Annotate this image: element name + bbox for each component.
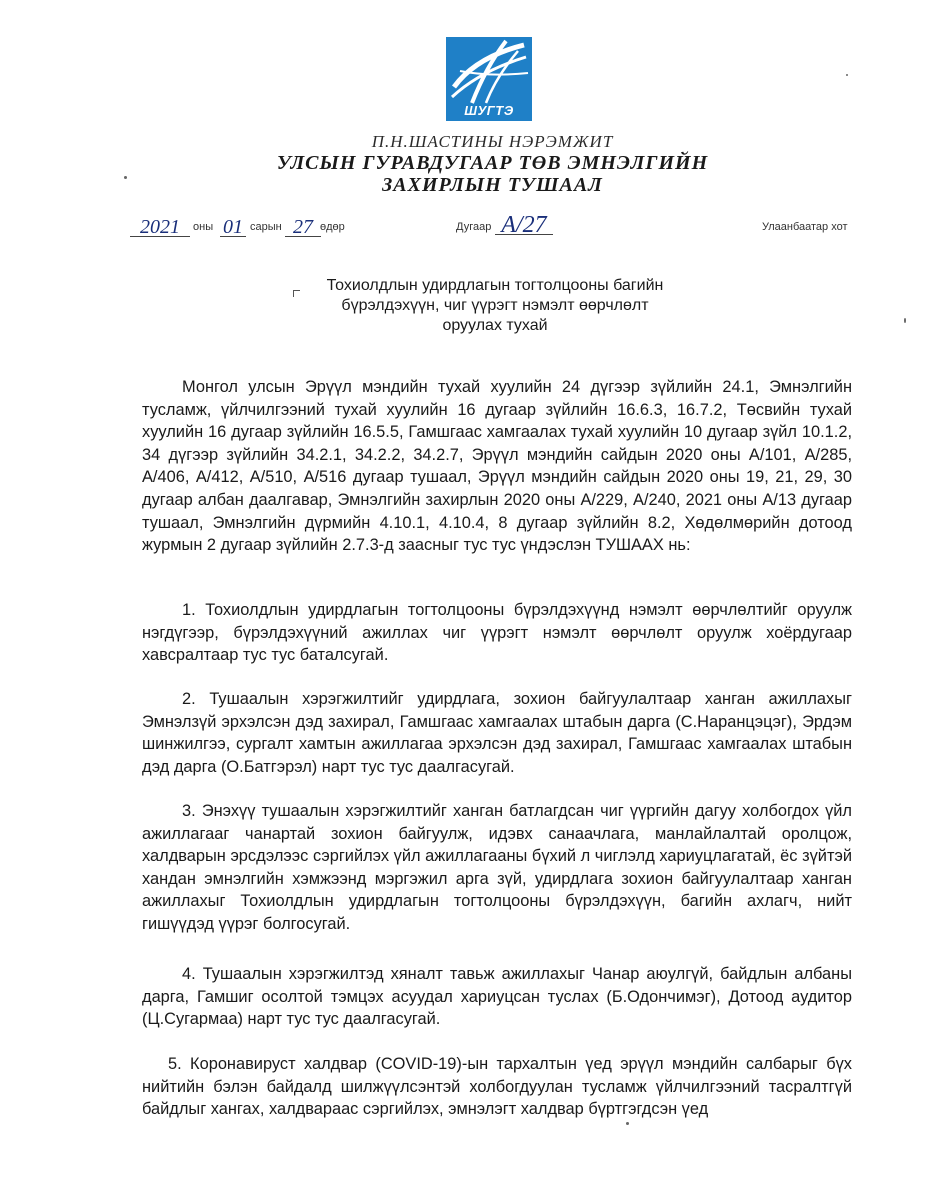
number-label: Дугаар bbox=[456, 221, 492, 233]
order-item-1: 1. Тохиолдлын удирдлагын тогтолцооны бүрэлдэхүүнд нэмэлт өөрчлөлтийг оруулж нэгдүгээр, бүрэлдэхүүний ажиллах чиг үүрэгт нэмэлт өөрчлөлт оруулж хоёрдугаар хавсралтаар тус тус баталсугай. bbox=[142, 601, 852, 665]
date-year: 2021 bbox=[130, 218, 190, 237]
city-label: Улаанбаатар хот bbox=[762, 221, 848, 233]
day-label: өдөр bbox=[320, 221, 345, 233]
scan-speck bbox=[904, 318, 906, 323]
order-number: А/27 bbox=[495, 216, 553, 235]
subject-line-2: бүрэлдэхүүн, чиг үүрэгт нэмэлт өөрчлөлт bbox=[341, 297, 649, 314]
date-month: 01 bbox=[220, 218, 246, 237]
header-line-2: УЛСЫН ГУРАВДУГААР ТӨВ ЭМНЭЛГИЙН bbox=[276, 152, 709, 174]
year-label: оны bbox=[193, 221, 214, 233]
order-item-5: 5. Коронавируст халдвар (COVID-19)-ын тархалтын үед эрүүл мэндийн салбарыг бүх нийтийн бэлэн байдалд шилжүүлсэнтэй холбогдуулан тусламж үйлчилгээний тасралтгүй байдлыг хангах, халдвараас сэргийлэх, эмнэлэгт халдвар бүртгэгдсэн үед bbox=[142, 1055, 852, 1119]
order-subject bbox=[300, 276, 690, 336]
preamble-paragraph: Монгол улсын Эрүүл мэндийн тухай хуулийн 24 дүгээр зүйлийн 24.1, Эмнэлгийн тусламж, үйлчилгээний тухай хуулийн 16 дугаар зүйлийн 16.6.3, 16.7.2, Төсвийн тухай хуулийн 16 дугаар зүйлийн 16.5.5, Гамшгаас хамгаалах тухай хуулийн 10 дугаар зүйл 10.1.2, 34 дүгээр зүйлийн 34.2.1, 34.2.2, 34.2.7, Эрүүл мэндийн сайдын 2020 оны А/101, А/285, А/406, А/412, А/510, А/516 дугаар тушаал, Эрүүл мэндийн сайдын 2020 оны 19, 21, 29, 30 дугаар албан даалгавар, Эмнэлгийн захирлын 2020 оны А/229, А/240, 2021 оны А/13 дугаар тушаал, Эмнэлгийн дүрмийн 4.10.1, 4.10.4, 8 дугаар зүйлийн 8.2, Хөдөлмөрийн дотоод журмын 2 дугаар зүйлийн 2.7.3-д заасныг тус тус үндэслэн ТУШААХ нь: bbox=[142, 378, 852, 555]
order-item-3: 3. Энэхүү тушаалын хэрэгжилтийг ханган батлагдсан чиг үүргийн дагуу холбогдох үйл ажиллагааг чанартай зохион байгуулж, идэвх санаачлага, манлайлалтай оролцож, халдварын эрсдэлээс сэргийлэх үйл ажиллагааны бүхий л чиглэлд хариуцлагатай, ёс зүйтэй хандан эмнэлгийн хэмжээнд мэргэжил арга зүй, удирдлага зохион байгуулалтаар ханган ажиллахыг Тохиолдлын удирдлагын тогтолцооны бүрэлдэхүүн, багийн ахлагч, нийт гишүүдэд үүрэг болгосугай. bbox=[142, 802, 852, 933]
scan-speck bbox=[626, 1122, 629, 1125]
header-line-1: П.Н.ШАСТИНЫ НЭРЭМЖИТ bbox=[371, 132, 614, 151]
order-item-4: 4. Тушаалын хэрэгжилтэд хяналт тавьж ажиллахыг Чанар аюулгүй, байдлын албаны дарга, Гамшиг осолтой тэмцэх асуудал хариуцсан туслах (Б.Одончимэг), Дотоод аудитор (Ц.Сугармаа) нарт тус тус даалгасугай. bbox=[142, 965, 852, 1029]
order-item-2: 2. Тушаалын хэрэгжилтийг удирдлага, зохион байгуулалтаар ханган ажиллахыг Эмнэлзүй эрхэлсэн дэд захирал, Гамшгаас хамгаалах штабын дарга (С.Наранцэцэг), Эрдэм шинжилгээ, сургалт хамтын ажиллагаа эрхэлсэн дэд захирал, Гамшгаас хамгаалах штабын дэд дарга (О.Батгэрэл) нарт тус тус даалгасугай. bbox=[142, 690, 852, 776]
subject-line-1: Тохиолдлын удирдлагын тогтолцооны багийн bbox=[326, 277, 664, 294]
month-label: сарын bbox=[250, 221, 282, 233]
hospital-logo bbox=[446, 37, 532, 121]
scan-speck bbox=[124, 176, 127, 179]
header-line-3: ЗАХИРЛЫН ТУШААЛ bbox=[382, 174, 603, 196]
subject-corner-mark bbox=[293, 290, 300, 297]
logo-text: ШУГТЭ bbox=[464, 103, 514, 118]
subject-line-3: оруулах тухай bbox=[442, 317, 548, 334]
scan-speck bbox=[846, 74, 848, 76]
date-day: 27 bbox=[285, 218, 321, 237]
